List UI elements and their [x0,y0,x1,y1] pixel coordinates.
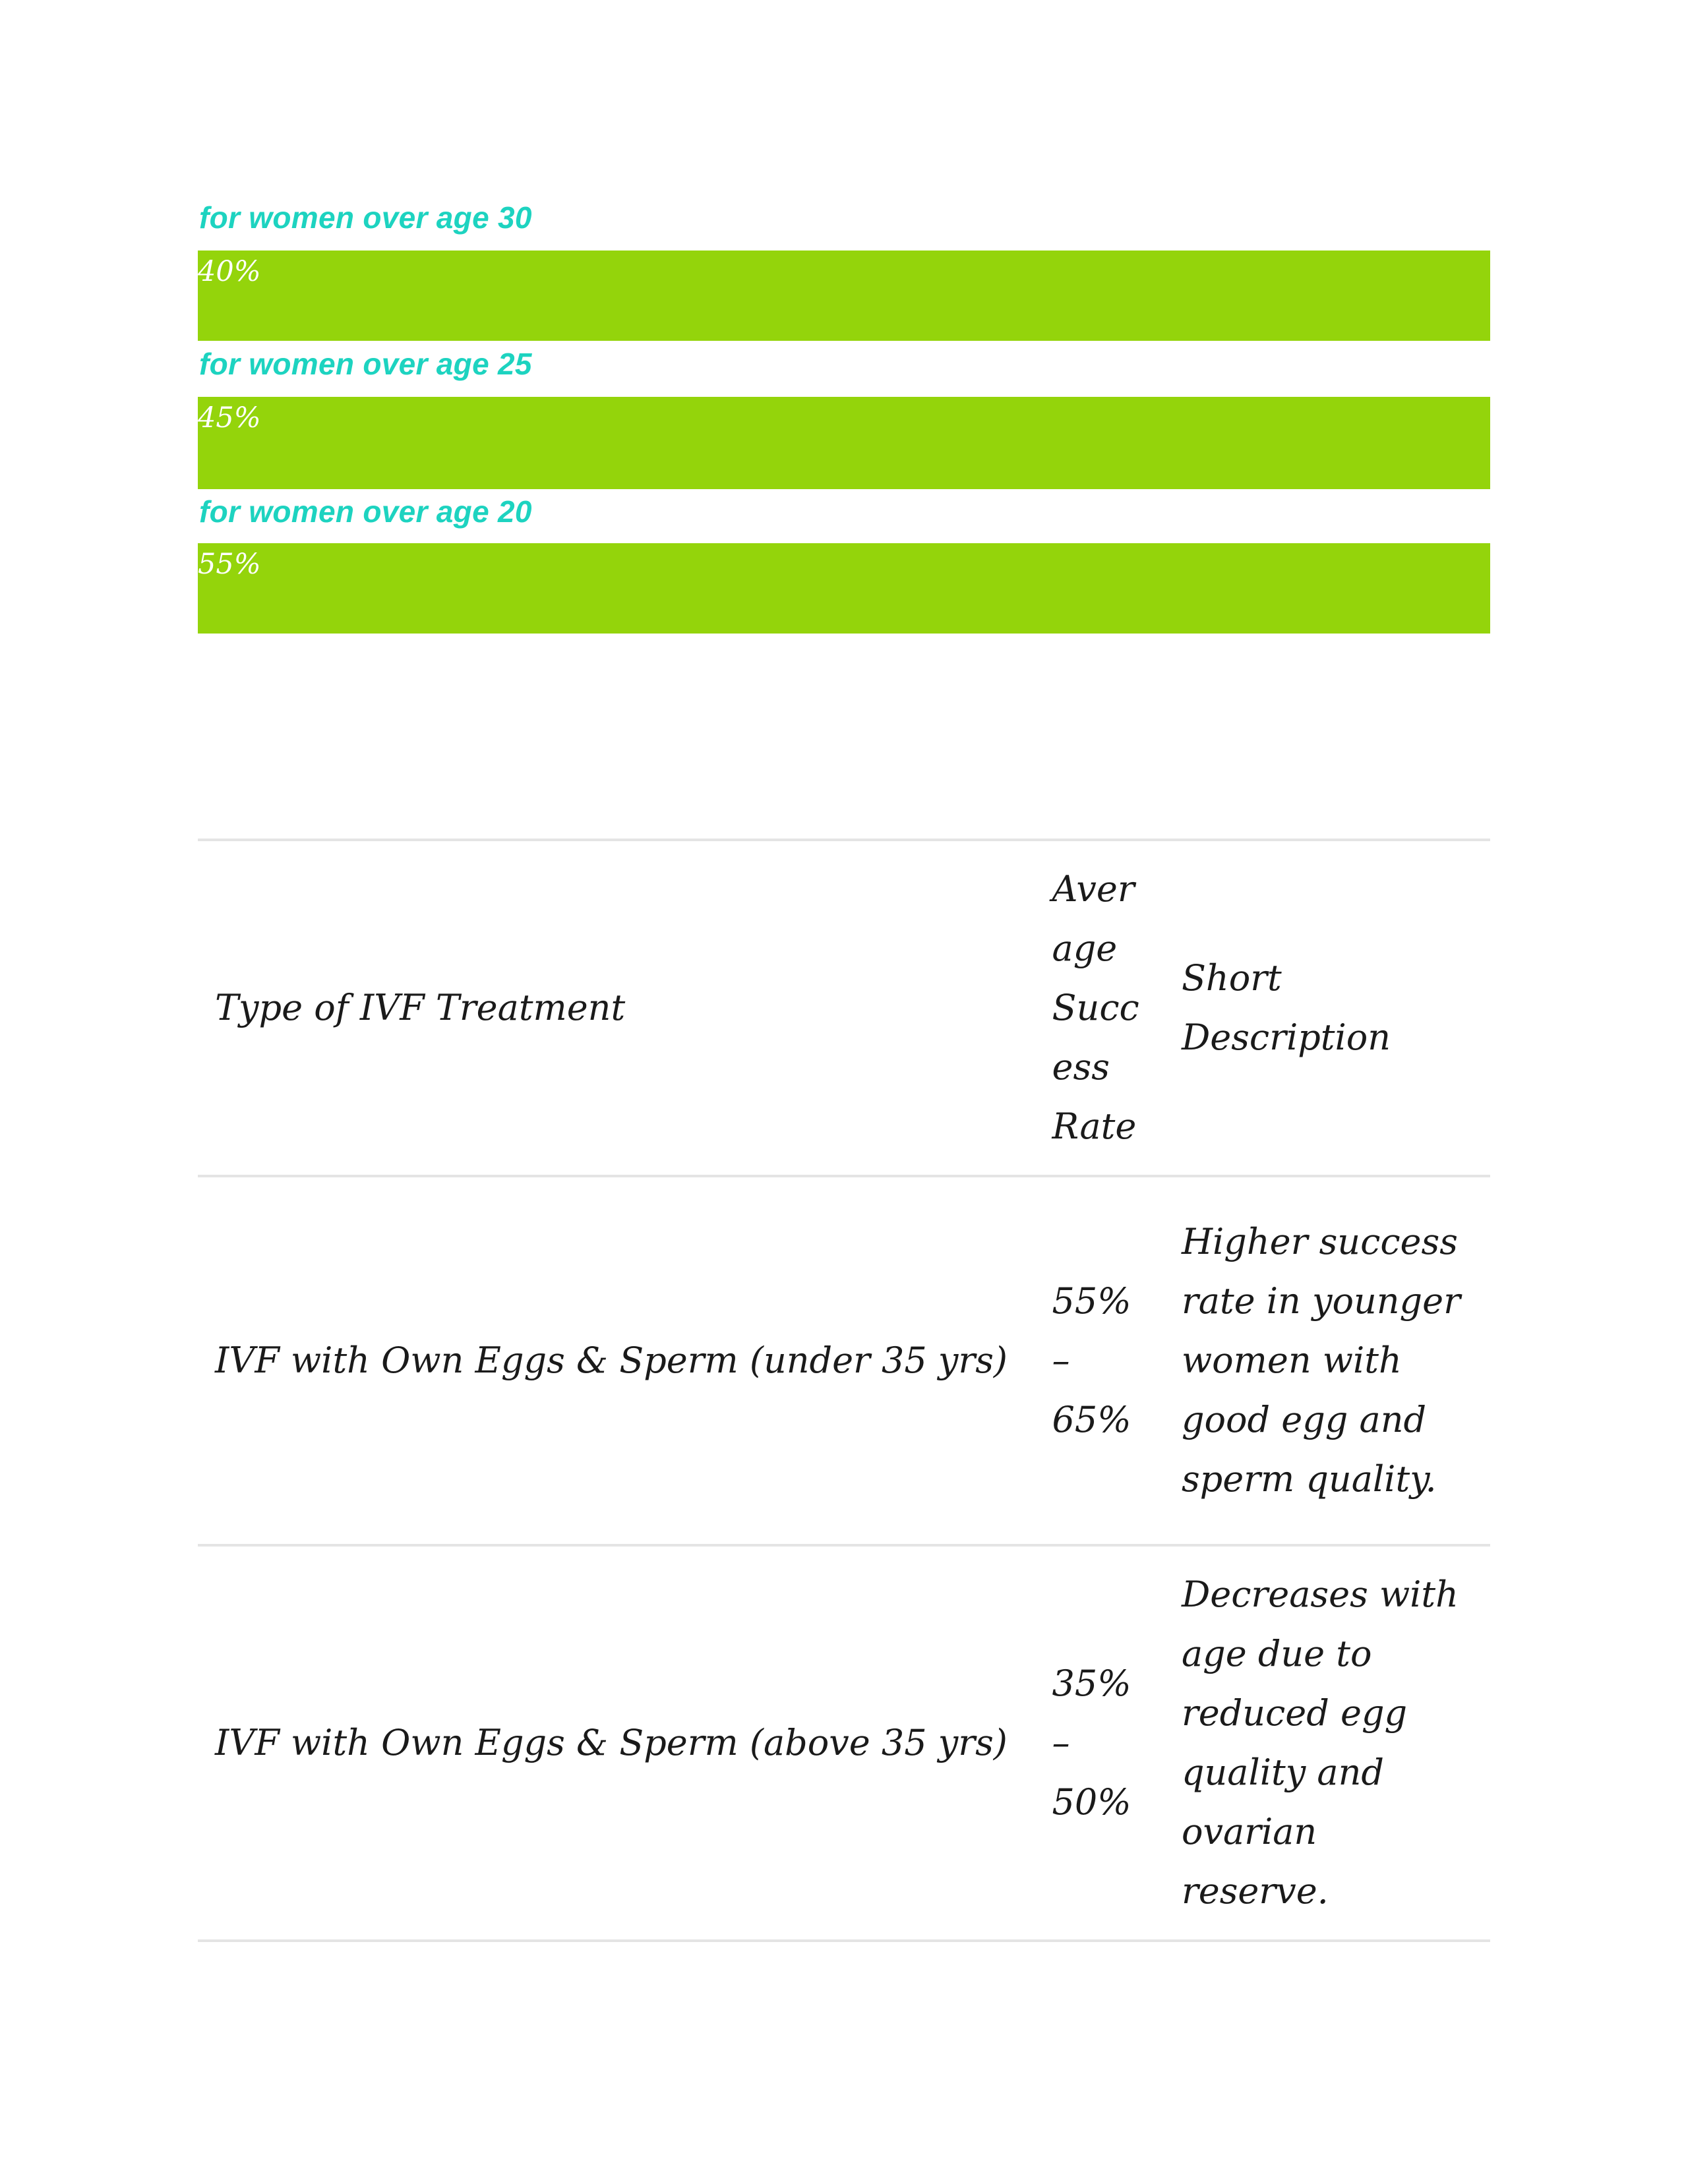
success-rate-bars [198,195,1490,634]
header-description: Short Description [1164,840,1490,1176]
table-header-row [198,840,1490,1176]
cell-description: Higher success rate in younger women with good egg and sperm quality. [1164,1176,1490,1545]
bar-group-age-30 [198,195,1490,341]
cell-description: Decreases with age due to reduced egg quality and ovarian reserve. [1164,1545,1490,1941]
bar-group-age-20 [198,489,1490,634]
bar-group-age-25 [198,341,1490,489]
bar-label: for women over age 25 [199,347,532,381]
progress-bar-value: 40% [198,255,261,288]
cell-rate: 35% – 50% [1035,1545,1164,1941]
bar-label: for women over age 20 [199,494,532,529]
progress-bar-fill [198,251,1490,341]
progress-bar [198,543,1490,634]
ivf-success-table [198,839,1490,1942]
table-row [198,1545,1490,1941]
bar-label: for women over age 30 [199,200,532,235]
header-type: Type of IVF Treatment [198,840,1035,1176]
cell-rate: 55% – 65% [1035,1176,1164,1545]
progress-bar-value: 55% [198,548,261,581]
progress-bar-value: 45% [198,401,261,434]
progress-bar-fill [198,397,1490,489]
header-rate: Average Success Rate [1035,840,1164,1176]
progress-bar [198,397,1490,489]
table-row [198,1176,1490,1545]
cell-type: IVF with Own Eggs & Sperm (under 35 yrs) [198,1176,1035,1545]
cell-type: IVF with Own Eggs & Sperm (above 35 yrs) [198,1545,1035,1941]
progress-bar-fill [198,543,1490,634]
progress-bar [198,251,1490,341]
